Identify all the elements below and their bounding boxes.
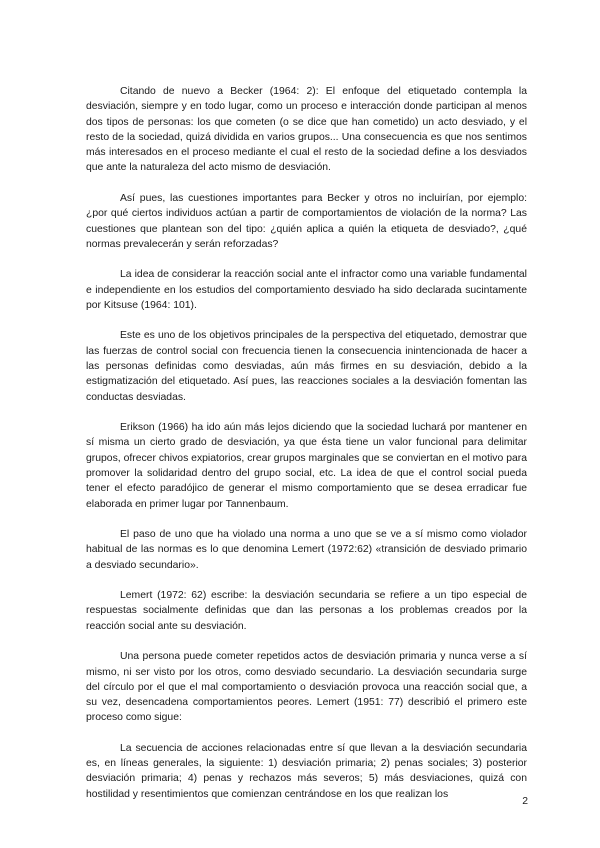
paragraph-lemert-secondary: Lemert (1972: 62) escribe: la desviación secundaria se refiere a un tipo especial de respuestas socialmente definidas que dan las personas a los problemas creados por la reacción social ante su desviación. — [86, 590, 527, 632]
page-number: 2 — [522, 796, 528, 807]
paragraph-primary-to-secondary: El paso de uno que ha violado una norma a uno que se ve a sí mismo como violador habitual de las normas es lo que denomina Lemert (1972:62) «transición de desviado primario a desviado secundario». — [86, 529, 527, 571]
paragraph-sequence: La secuencia de acciones relacionadas entre sí que llevan a la desviación secundaria es, en líneas generales, la siguiente: 1) desviación primaria; 2) penas sociales; 3) posterior desviación primaria; 4) penas y rechazos más severos; 5) más desviaciones, quizá con hostilidad y resentimientos que comienzan centrándose en los que realizan los — [86, 742, 527, 800]
paragraph-repeated-acts: Una persona puede cometer repetidos actos de desviación primaria y nunca verse a sí mismo, ni ser visto por los otros, como desviado secundario. La desviación secundaria surge del círculo por el que el mal comportamiento o desviación provoca una reacción social que, a su vez, desencadena comportamientos peores. Lemert (1951: 77) describió el primero este proceso como sigue: — [86, 651, 527, 724]
paragraph-social-reaction: La idea de considerar la reacción social ante el infractor como una variable fundamental e independiente en los estudios del comportamiento desviado ha sido declarada sucintamente por Kitsuse (1964: 101). — [86, 269, 527, 311]
paragraph-labeling-objectives: Este es uno de los objetivos principales de la perspectiva del etiquetado, demostrar que las fuerzas de control social con frecuencia tienen la consecuencia inintencionada de hacer a las personas definidas como desviadas, aún más firmes en su desviación, debido a la estigmatización del etiquetado. Así pues, las reacciones sociales a la desviación fomentan las conductas desviadas. — [86, 330, 527, 403]
paragraph-erikson: Erikson (1966) ha ido aún más lejos diciendo que la sociedad luchará por mantener en sí misma un cierto grado de desviación, ya que ésta tiene un valor funcional para delimitar grupos, ofrecer chivos expiatorios, crear grupos marginales que se conviertan en el motivo para promover la solidaridad dentro del grupo social, etc. La idea de que el control social pueda tener el efecto paradójico de generar el mismo comportamiento que se desea erradicar fue elaborada en primer lugar por Tannenbaum. — [86, 422, 527, 510]
body-text — [86, 84, 527, 802]
paragraph-becker-quote: Citando de nuevo a Becker (1964: 2): El enfoque del etiquetado contempla la desviación, siempre y en todo lugar, como un proceso e interacción donde participan al menos dos tipos de personas: los que cometen (o se dice que han cometido) un acto desviado, y el resto de la sociedad, quizá dividida en varios grupos... Una consecuencia es que nos sentimos más interesados en el proceso mediante el cual el resto de la sociedad define a los desviados que ante la naturaleza del acto mismo de desviación. — [86, 86, 527, 174]
paragraph-important-questions: Así pues, las cuestiones importantes para Becker y otros no incluirían, por ejemplo: ¿por qué ciertos individuos actúan a partir de comportamientos de violación de la norma? Las cuestiones que plantean son del tipo: ¿quién aplica a quién la etiqueta de desviado?, ¿qué normas prevalecerán y serán reforzadas? — [86, 192, 527, 250]
